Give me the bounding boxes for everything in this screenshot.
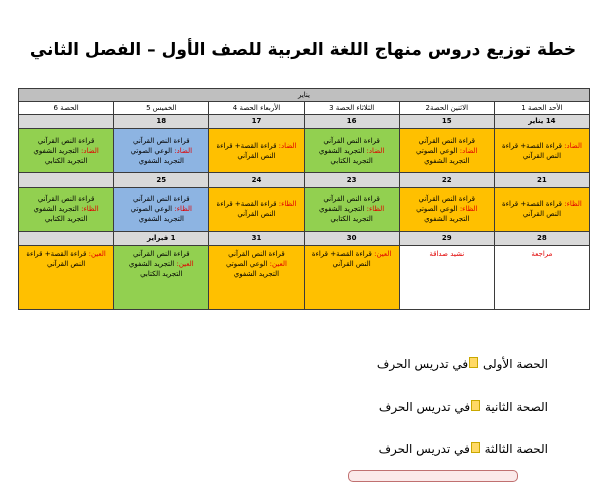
lesson-line [402, 136, 492, 146]
lesson-text: التجريد الشفوي [319, 205, 365, 214]
date-cell: 16 [304, 115, 399, 129]
lesson-text: التجريد الكتابي [44, 215, 88, 224]
lesson-line [211, 209, 301, 219]
lesson-text: التجريد الكتابي [140, 270, 183, 279]
lesson-text: النص القرآني [237, 151, 276, 160]
day-header: الحصة 6 [19, 102, 114, 115]
lesson-line [307, 204, 397, 214]
day-header-row [19, 102, 590, 115]
lesson-line [21, 259, 111, 269]
lesson-text: النص القرآني [237, 210, 276, 219]
highlight-marker-icon [471, 442, 480, 453]
day-header: الأربعاء الحصة 4 [209, 102, 304, 115]
letter-label: الضاد: [276, 141, 297, 150]
lesson-text: الوعي الصوتي [416, 205, 458, 214]
lesson-text: التجريد الشفوي [233, 270, 280, 279]
lesson-line [307, 146, 397, 156]
letter-label: العين: [86, 250, 106, 259]
date-cell [19, 115, 114, 129]
date-cell: 14 يناير [494, 115, 589, 129]
date-row [19, 173, 590, 187]
legend-suffix: في تدريس الحرف [376, 357, 469, 371]
date-cell: 18 [114, 115, 209, 129]
lesson-cell [304, 246, 399, 310]
lesson-text: قراءة القصة+ قراءة [216, 200, 277, 209]
lesson-text: قراءة النص القرآني [418, 136, 476, 145]
lesson-text: مراجعة [531, 250, 553, 259]
lesson-text: قراءة النص القرآني [37, 195, 95, 204]
lesson-line [497, 151, 587, 161]
legend-item-first [377, 357, 548, 371]
lesson-line [211, 249, 301, 259]
date-cell: 21 [494, 173, 589, 187]
lesson-line [116, 249, 206, 259]
lesson-line [21, 249, 111, 259]
letter-label: الظاء: [276, 200, 297, 209]
lesson-text: قراءة النص القرآني [133, 136, 190, 145]
lesson-text: التجريد الشفوي [138, 215, 184, 224]
lesson-line [21, 146, 111, 156]
date-cell: 24 [209, 173, 304, 187]
lesson-text: التجريد الشفوي [424, 215, 470, 224]
date-cell: 23 [304, 173, 399, 187]
legend-suffix: في تدريس الحرف [378, 400, 471, 414]
lesson-text: قراءة النص القرآني [323, 195, 380, 204]
legend-label: الصحة الثانية [481, 400, 548, 414]
lesson-text: الوعي الصوتي [130, 146, 173, 155]
partial-shape-box [348, 470, 518, 482]
lesson-line [307, 259, 397, 269]
lesson-text: الوعي الصوتي [225, 260, 268, 269]
lesson-text: النص القرآني [522, 151, 562, 160]
lesson-text: قراءة النص القرآني [133, 250, 190, 259]
date-cell [19, 173, 114, 187]
lesson-cell [304, 129, 399, 173]
lesson-line [21, 136, 111, 146]
lesson-cell [114, 187, 209, 231]
highlight-marker-icon [471, 400, 480, 411]
lesson-cell [209, 246, 304, 310]
lesson-text: قراءة النص القرآني [37, 136, 95, 145]
lesson-text: النص القرآني [47, 260, 86, 269]
lesson-line [402, 146, 492, 156]
date-cell: 1 فبراير [114, 231, 209, 245]
lesson-text: التجريد الشفوي [318, 146, 365, 155]
date-cell: 22 [399, 173, 494, 187]
lesson-line [307, 249, 397, 259]
lesson-text: قراءة القصة+ قراءة [502, 200, 562, 209]
day-header: الأحد الحصة 1 [494, 102, 589, 115]
lesson-text: قراءة النص القرآني [228, 250, 285, 259]
day-header: الاثنين الحصة2 [399, 102, 494, 115]
date-cell: 28 [494, 231, 589, 245]
lesson-cell [399, 187, 494, 231]
lesson-line [116, 269, 206, 279]
lesson-text: قراءة النص القرآني [418, 195, 476, 204]
month-row [19, 89, 590, 102]
legend-suffix: في تدريس الحرف [378, 442, 470, 456]
letter-label: العين: [267, 260, 287, 269]
letter-label: الضاد: [364, 146, 385, 155]
lesson-row [19, 129, 590, 173]
lesson-text: النص القرآني [522, 210, 562, 219]
lesson-cell [494, 129, 589, 173]
lesson-line [497, 141, 587, 151]
lesson-line [116, 259, 206, 269]
lesson-line [307, 214, 397, 224]
lesson-line [21, 214, 111, 224]
lesson-cell [19, 129, 114, 173]
lesson-text: النص القرآني [332, 260, 371, 269]
lesson-line [402, 249, 492, 259]
date-row [19, 115, 590, 129]
lesson-line [211, 141, 301, 151]
lesson-line [21, 156, 111, 166]
lesson-cell [399, 246, 494, 310]
schedule-table [18, 88, 590, 310]
lesson-line [497, 249, 587, 259]
lesson-line [402, 194, 492, 204]
lesson-text: التجريد الشفوي [33, 146, 79, 155]
lesson-text: قراءة النص القرآني [323, 136, 380, 145]
lesson-cell [19, 246, 114, 310]
legend-label: الحصة الثالثة [480, 442, 548, 456]
lesson-cell [114, 129, 209, 173]
lesson-cell [19, 187, 114, 231]
date-cell: 17 [209, 115, 304, 129]
date-row [19, 231, 590, 245]
lesson-text: الوعي الصوتي [416, 146, 458, 155]
lesson-text: نشيد صداقة [429, 250, 465, 259]
lesson-line [211, 259, 301, 269]
lesson-text: قراءة القصة+ قراءة [501, 141, 562, 150]
letter-label: الظاء: [172, 205, 192, 214]
lesson-text: التجريد الكتابي [330, 156, 373, 165]
lesson-line [21, 204, 111, 214]
date-cell: 25 [114, 173, 209, 187]
lesson-line [307, 136, 397, 146]
lesson-cell [209, 187, 304, 231]
letter-label: الضاد: [561, 141, 582, 150]
letter-label: الظاء: [78, 205, 99, 214]
lesson-line [21, 194, 111, 204]
letter-label: الضاد: [172, 146, 193, 155]
day-header: الخميس 5 [114, 102, 209, 115]
lesson-text: التجريد الكتابي [330, 215, 373, 224]
date-cell: 15 [399, 115, 494, 129]
legend-item-second [379, 400, 548, 414]
lesson-text: التجريد الشفوي [128, 260, 175, 269]
date-cell: 30 [304, 231, 399, 245]
lesson-line [211, 151, 301, 161]
letter-label: الظاء: [364, 205, 385, 214]
lesson-text: الوعي الصوتي [130, 205, 173, 214]
day-header: الثلاثاء الحصة 3 [304, 102, 399, 115]
lesson-row [19, 187, 590, 231]
letter-label: الظاء: [562, 200, 582, 209]
lesson-line [211, 269, 301, 279]
lesson-line [116, 136, 206, 146]
lesson-cell [304, 187, 399, 231]
lesson-line [116, 204, 206, 214]
highlight-marker-icon [469, 357, 478, 368]
lesson-line [307, 194, 397, 204]
lesson-text: التجريد الشفوي [33, 205, 79, 214]
letter-label: العين: [174, 260, 194, 269]
month-cell: يناير [19, 89, 590, 102]
date-cell [19, 231, 114, 245]
legend-item-third [379, 442, 548, 456]
page-title: خطة توزيع دروس منهاج اللغة العربية للصف الأول – الفصل الثاني [29, 40, 577, 60]
letter-label: الضاد: [457, 146, 478, 155]
lesson-line [402, 156, 492, 166]
lesson-text: التجريد الشفوي [138, 156, 184, 165]
letter-label: الضاد: [78, 146, 99, 155]
date-cell: 31 [209, 231, 304, 245]
lesson-text: التجريد الشفوي [424, 156, 470, 165]
lesson-cell [209, 129, 304, 173]
legend-label: الحصة الأولى [479, 357, 548, 371]
date-cell: 29 [399, 231, 494, 245]
lesson-text: قراءة القصة+ قراءة [311, 250, 372, 259]
lesson-text: قراءة النص القرآني [133, 195, 190, 204]
lesson-text: قراءة القصة+ قراءة [26, 250, 87, 259]
letter-label: العين: [371, 250, 392, 259]
lesson-line [307, 156, 397, 166]
lesson-line [211, 199, 301, 209]
lesson-cell [494, 187, 589, 231]
lesson-cell [494, 246, 589, 310]
lesson-line [116, 156, 206, 166]
lesson-cell [114, 246, 209, 310]
lesson-line [497, 209, 587, 219]
lesson-line [116, 194, 206, 204]
lesson-text: التجريد الكتابي [44, 156, 88, 165]
lesson-line [402, 204, 492, 214]
lesson-line [116, 214, 206, 224]
lesson-line [402, 214, 492, 224]
lesson-line [116, 146, 206, 156]
lesson-row [19, 246, 590, 310]
letter-label: الظاء: [457, 205, 478, 214]
lesson-line [497, 199, 587, 209]
lesson-cell [399, 129, 494, 173]
lesson-text: قراءة القصة+ قراءة [216, 141, 277, 150]
